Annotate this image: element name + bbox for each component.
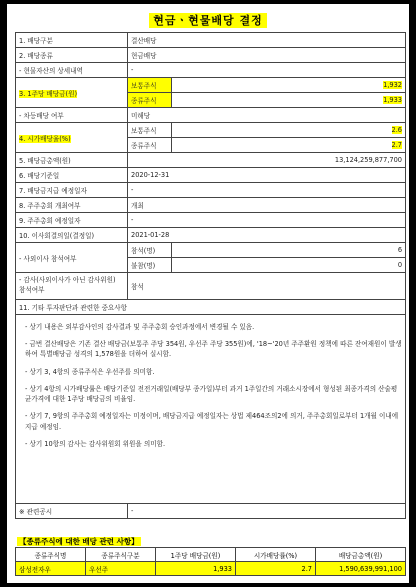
- table-header-row: [16, 548, 406, 562]
- table-cell: 2.7: [236, 562, 316, 576]
- notes-cell: [16, 315, 406, 504]
- row-value: 현금배당: [128, 48, 406, 63]
- table-row: [16, 562, 406, 576]
- table-row: [16, 123, 406, 138]
- row-value: -: [128, 213, 406, 228]
- sub-label: 보통주식: [128, 78, 172, 93]
- row-value: -: [128, 183, 406, 198]
- row-label: - 차등배당 여부: [16, 108, 128, 123]
- table-row: [16, 198, 406, 213]
- sub-label: 보통주식: [128, 123, 172, 138]
- column-header: 배당금총액(원): [316, 548, 406, 562]
- note-item: - 상기 7, 9항의 주주총회 예정일자는 미정이며, 배당금지급 예정일자는 상법 제464조의2에 의거, 주주총회일로부터 1개월 이내에 지급 예정임.: [25, 412, 399, 431]
- row-label: - 현물자산의 상세내역: [16, 63, 128, 78]
- row-label: 10. 이사회결의일(결정일): [16, 228, 128, 243]
- row-label: 8. 주주총회 개최여부: [16, 198, 128, 213]
- row-label: 5. 배당금총액(원): [16, 153, 128, 168]
- row-label: 7. 배당금지급 예정일자: [16, 183, 128, 198]
- disclosure-page: [7, 4, 409, 583]
- note-item: - 금번 결산배당은 기존 결산 배당금(보통주 주당 354원, 우선주 주당 355원)에, '18~'20년 주주환원 정책에 따른 잔여재원이 발생하여 특별배당금 성격의 1,578원을 더하여 실시함.: [25, 340, 402, 359]
- row-value: 개최: [128, 198, 406, 213]
- row-label: 1. 배당구분: [16, 33, 128, 48]
- notes-row: [16, 315, 406, 504]
- row-value: 2021-01-28: [128, 228, 406, 243]
- table-row: [16, 108, 406, 123]
- row-value: 6: [172, 243, 406, 258]
- table-row: [16, 168, 406, 183]
- table-row: [16, 153, 406, 168]
- column-header: 1주당 배당금(원): [156, 548, 236, 562]
- table-row: [16, 213, 406, 228]
- column-header: 종류주식명: [16, 548, 86, 562]
- table-row: [16, 33, 406, 48]
- row-value: -: [128, 504, 406, 519]
- row-value: 13,124,259,877,700: [128, 153, 406, 168]
- note-item: - 상기 4항의 시가배당률은 배당기준일 전전거래일(배당부 종가일)부터 과거 1주일간의 거래소시장에서 형성된 최종가격의 산술평균가격에 대한 1주당 배당금의 비율임.: [25, 384, 398, 404]
- table-row: [16, 78, 406, 93]
- row-label: 3. 1주당 배당금(원): [16, 78, 128, 108]
- preferred-stock-table: [15, 547, 406, 576]
- table-row: [16, 183, 406, 198]
- table-cell: 우선주: [86, 562, 156, 576]
- table-row: [16, 300, 406, 315]
- row-label: ※ 관련공시: [16, 504, 128, 519]
- row-label: 4. 시가배당율(%): [16, 123, 128, 153]
- row-value: 2020-12-31: [128, 168, 406, 183]
- sub-label: 불참(명): [128, 258, 172, 273]
- row-value: 1,932: [172, 78, 406, 93]
- dividend-table: [15, 32, 406, 519]
- row-label: 9. 주주총회 예정일자: [16, 213, 128, 228]
- row-label: 11. 기타 투자판단과 관련한 중요사항: [16, 300, 406, 315]
- note-item: - 상기 내용은 외부감사인의 감사결과 및 주주총회 승인과정에서 변경될 수 있음.: [25, 323, 255, 331]
- row-label: 2. 배당종류: [16, 48, 128, 63]
- table-cell: 1,590,639,991,100: [316, 562, 406, 576]
- table-cell: 1,933: [156, 562, 236, 576]
- sub-label: 참석(명): [128, 243, 172, 258]
- row-label: - 감사(사외이사가 아닌 감사위원) 참석여부: [16, 273, 128, 300]
- row-value: 0: [172, 258, 406, 273]
- row-value: 미해당: [128, 108, 406, 123]
- sub-label: 종류주식: [128, 138, 172, 153]
- table-row: [16, 228, 406, 243]
- table-row: [16, 63, 406, 78]
- table-row: [16, 243, 406, 258]
- row-label: - 사외이사 참석여부: [16, 243, 128, 273]
- row-value: 참석: [128, 273, 406, 300]
- row-value: 2.6: [172, 123, 406, 138]
- table-row: [16, 273, 406, 300]
- table-cell: 삼성전자우: [16, 562, 86, 576]
- row-label: 6. 배당기준일: [16, 168, 128, 183]
- sub-label: 종류주식: [128, 93, 172, 108]
- row-value: -: [128, 63, 406, 78]
- sub-section-title: 【종류주식에 대한 배당 관련 사항】: [19, 537, 139, 546]
- column-header: 시가배당률(%): [236, 548, 316, 562]
- table-row: [16, 48, 406, 63]
- note-item: - 상기 10항의 감사는 감사위원회 위원을 의미함.: [25, 439, 166, 448]
- row-value: 1,933: [172, 93, 406, 108]
- note-item: - 상기 3, 4항의 종류주식은 우선주를 의미함.: [25, 367, 155, 376]
- table-row: [16, 504, 406, 519]
- row-value: 2.7: [172, 138, 406, 153]
- column-header: 종류주식구분: [86, 548, 156, 562]
- row-value: 결산배당: [128, 33, 406, 48]
- page-title: 현금ㆍ현물배당 결정: [7, 12, 409, 28]
